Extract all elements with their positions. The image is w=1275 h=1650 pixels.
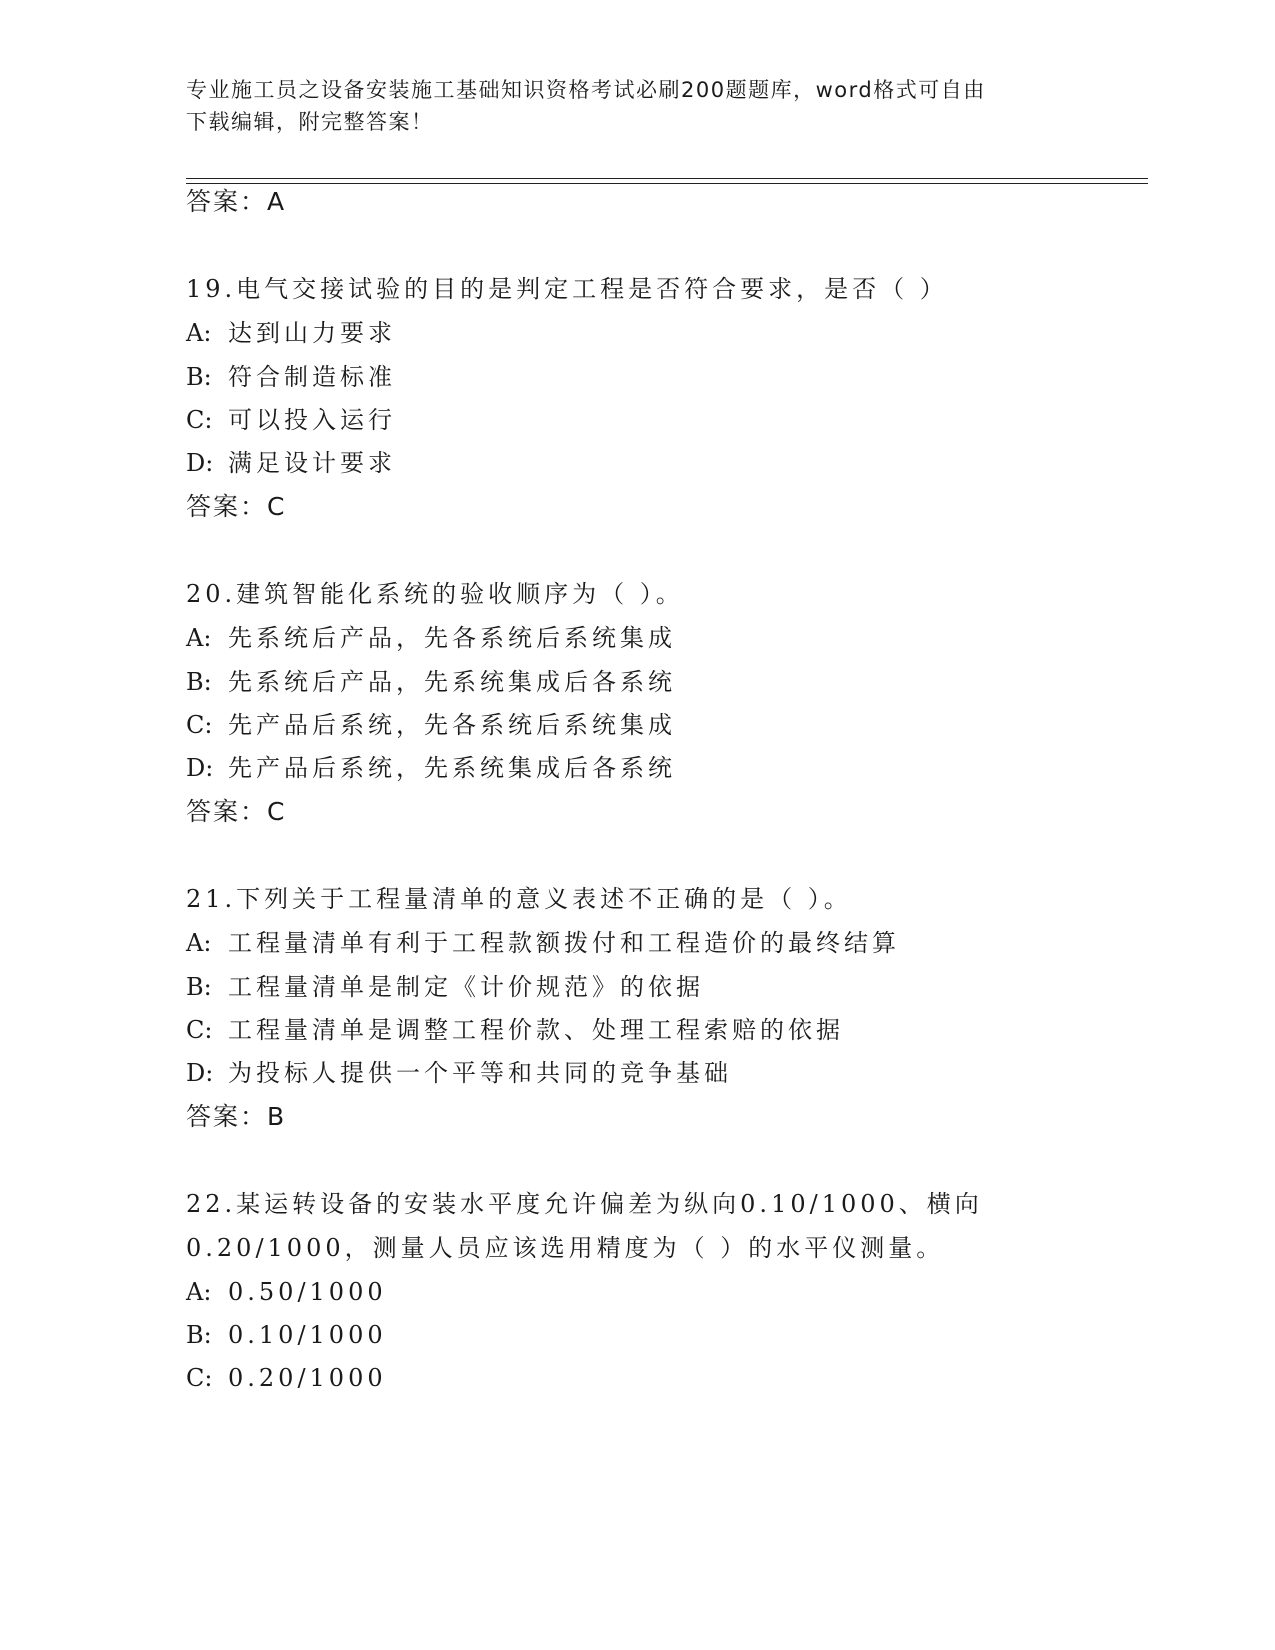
header-divider-top bbox=[186, 178, 1148, 179]
header-divider-bottom bbox=[186, 183, 1148, 184]
question-stem-continued: 0.20/1000，测量人员应该选用精度为（ ）的水平仪测量。 bbox=[186, 1234, 945, 1262]
option-b bbox=[186, 362, 396, 392]
option-label: C: bbox=[186, 406, 213, 434]
answer-line: 答案：C bbox=[186, 492, 287, 521]
option-b bbox=[186, 1320, 387, 1350]
option-text: 为投标人提供一个平等和共同的竞争基础 bbox=[228, 1059, 732, 1087]
option-label: C: bbox=[186, 1364, 213, 1392]
option-label: C: bbox=[186, 711, 213, 739]
option-text: 0.20/1000 bbox=[228, 1364, 387, 1392]
option-label: B: bbox=[186, 973, 212, 1001]
option-text: 先系统后产品，先系统集成后各系统 bbox=[228, 668, 676, 696]
option-label: A: bbox=[186, 929, 212, 957]
question-stem: 22.某运转设备的安装水平度允许偏差为纵向0.10/1000、横向 bbox=[186, 1190, 983, 1218]
question-stem: 19.电气交接试验的目的是判定工程是否符合要求，是否（ ） bbox=[186, 275, 948, 303]
option-text: 0.50/1000 bbox=[228, 1278, 387, 1306]
answer-line: 答案：A bbox=[186, 187, 287, 216]
option-d bbox=[186, 1058, 732, 1088]
option-text: 先产品后系统，先各系统后系统集成 bbox=[228, 711, 676, 739]
option-b bbox=[186, 972, 704, 1002]
answer-line: 答案：B bbox=[186, 1102, 287, 1131]
option-text: 工程量清单有利于工程款额拨付和工程造价的最终结算 bbox=[228, 929, 900, 957]
option-label: B: bbox=[186, 668, 212, 696]
option-text: 工程量清单是调整工程价款、处理工程索赔的依据 bbox=[228, 1016, 844, 1044]
option-label: D: bbox=[186, 449, 214, 477]
option-a bbox=[186, 1277, 387, 1307]
option-text: 工程量清单是制定《计价规范》的依据 bbox=[228, 973, 704, 1001]
option-label: B: bbox=[186, 1321, 212, 1349]
header-line-2: 下载编辑，附完整答案！ bbox=[186, 110, 434, 134]
option-label: A: bbox=[186, 624, 212, 652]
option-a bbox=[186, 318, 396, 348]
option-label: B: bbox=[186, 363, 212, 391]
header-line-1: 专业施工员之设备安装施工基础知识资格考试必刷200题题库，word格式可自由 bbox=[186, 78, 986, 102]
option-text: 0.10/1000 bbox=[228, 1321, 387, 1349]
option-text: 可以投入运行 bbox=[228, 406, 396, 434]
option-c bbox=[186, 405, 396, 435]
option-text: 先产品后系统，先系统集成后各系统 bbox=[228, 754, 676, 782]
option-label: A: bbox=[186, 1278, 212, 1306]
option-text: 满足设计要求 bbox=[228, 449, 396, 477]
option-d bbox=[186, 448, 396, 478]
option-label: D: bbox=[186, 1059, 214, 1087]
option-c bbox=[186, 1015, 844, 1045]
option-text: 达到山力要求 bbox=[228, 319, 396, 347]
option-label: D: bbox=[186, 754, 214, 782]
question-stem: 21.下列关于工程量清单的意义表述不正确的是（ ）。 bbox=[186, 885, 852, 913]
option-label: A: bbox=[186, 319, 212, 347]
answer-line: 答案：C bbox=[186, 797, 287, 826]
option-c bbox=[186, 1363, 387, 1393]
option-text: 符合制造标准 bbox=[228, 363, 396, 391]
option-a bbox=[186, 623, 676, 653]
option-a bbox=[186, 928, 900, 958]
option-d bbox=[186, 753, 676, 783]
document-header bbox=[186, 74, 1086, 138]
option-b bbox=[186, 667, 676, 697]
option-label: C: bbox=[186, 1016, 213, 1044]
option-c bbox=[186, 710, 676, 740]
question-stem: 20.建筑智能化系统的验收顺序为（ ）。 bbox=[186, 580, 684, 608]
option-text: 先系统后产品，先各系统后系统集成 bbox=[228, 624, 676, 652]
